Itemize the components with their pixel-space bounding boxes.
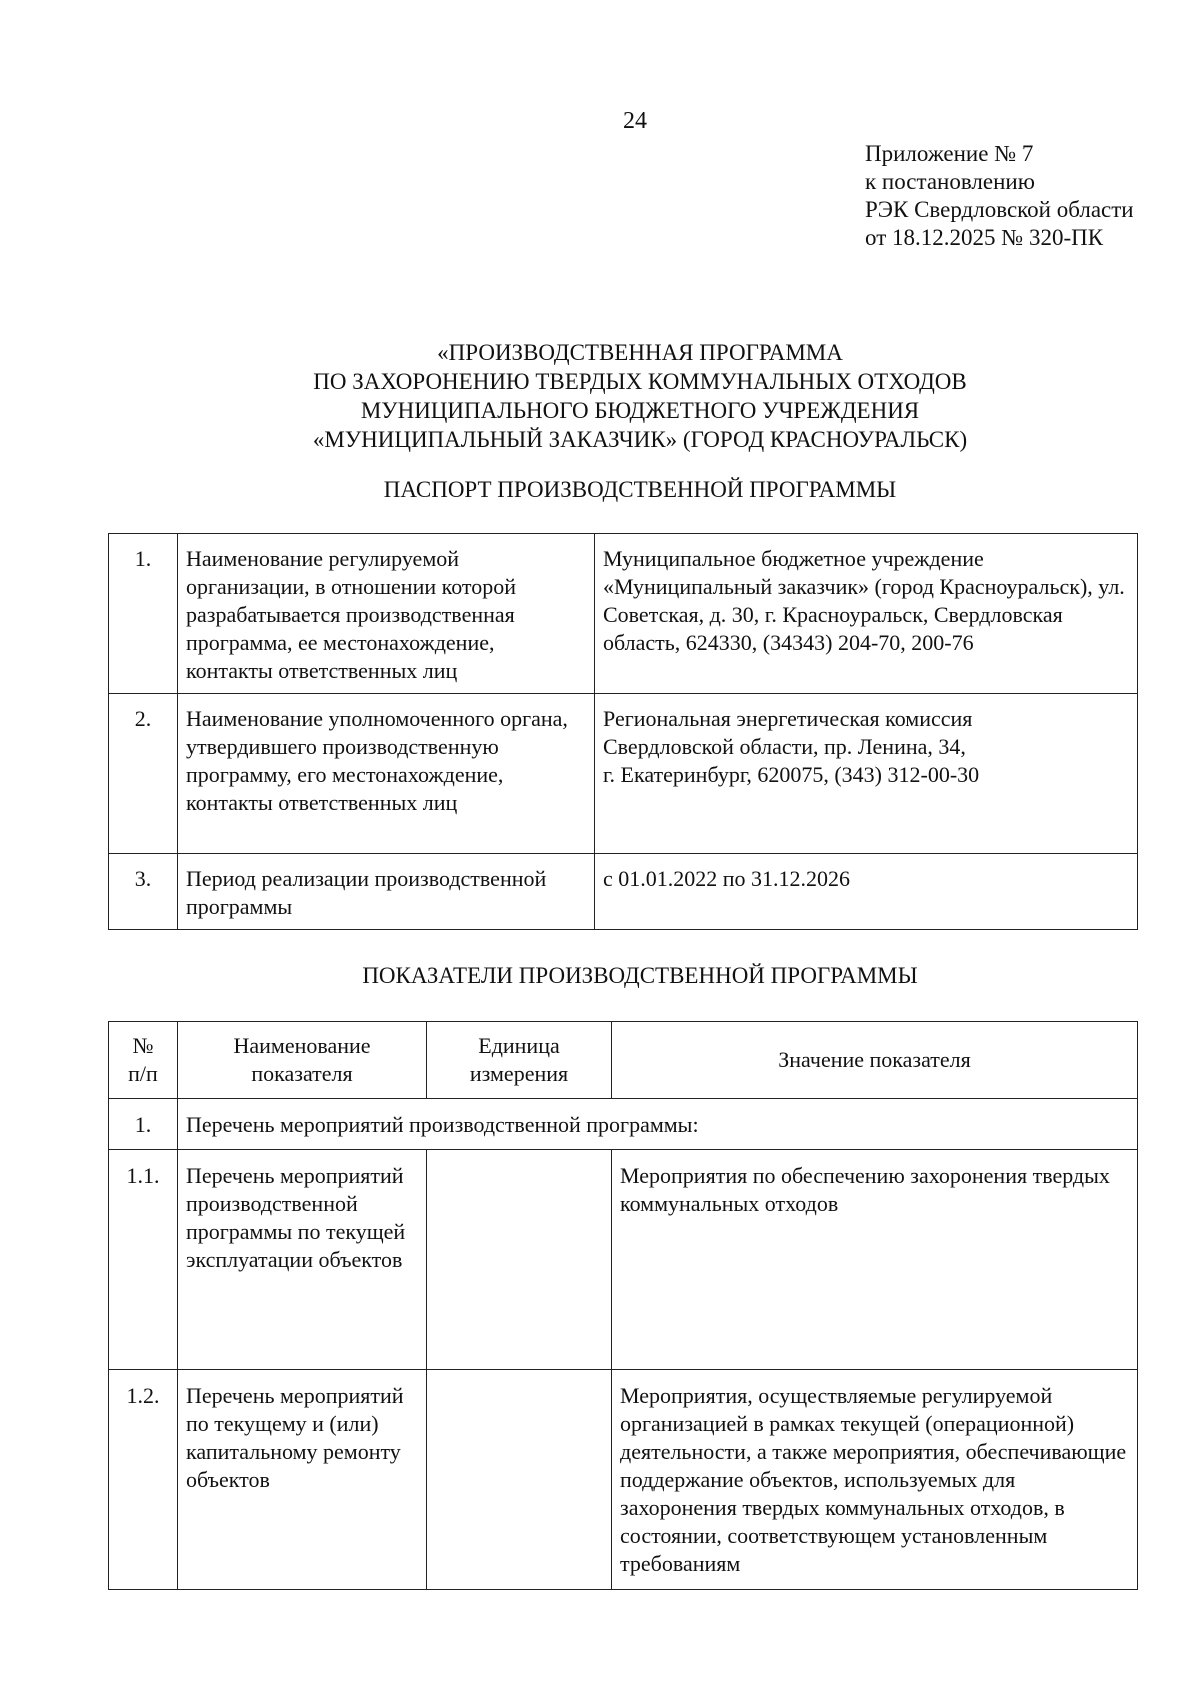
- row-label: Период реализации производственной программы: [178, 854, 595, 930]
- value-line: Региональная энергетическая комиссия: [603, 706, 973, 731]
- appendix-line: РЭК Свердловской области: [865, 197, 1134, 222]
- appendix-line: от 18.12.2025 № 320-ПК: [865, 225, 1104, 250]
- row-number: 1.: [109, 1099, 178, 1150]
- header-line: Единица: [478, 1033, 560, 1058]
- title-line: МУНИЦИПАЛЬНОГО БЮДЖЕТНОГО УЧРЕЖДЕНИЯ: [360, 398, 920, 423]
- row-label: Наименование уполномоченного органа, утвердившего производственную программу, его местонахождение, контакты ответственных лиц: [178, 694, 595, 854]
- header-line: п/п: [128, 1061, 158, 1086]
- header-line: показателя: [251, 1061, 353, 1086]
- value-line: Свердловской области, пр. Ленина, 34,: [603, 734, 966, 759]
- indicator-unit: [427, 1150, 612, 1370]
- indicator-value: Мероприятия, осуществляемые регулируемой организацией в рамках текущей (операционной) деятельности, а также мероприятия, обеспечивающие поддержание объектов, используемых для захоронения твердых коммунальных отходов, в состоянии, соответствующем установленным требованиям: [612, 1370, 1138, 1590]
- document-title: [0, 338, 1200, 454]
- row-number: 3.: [109, 854, 178, 930]
- row-number: 2.: [109, 694, 178, 854]
- table-row: [109, 854, 1138, 930]
- header-line: №: [132, 1033, 154, 1058]
- row-value: с 01.01.2022 по 31.12.2026: [595, 854, 1138, 930]
- column-header-number: [109, 1022, 178, 1099]
- indicators-heading: ПОКАЗАТЕЛИ ПРОИЗВОДСТВЕННОЙ ПРОГРАММЫ: [362, 963, 918, 988]
- table-row: [109, 694, 1138, 854]
- indicator-unit: [427, 1370, 612, 1590]
- header-line: Наименование: [233, 1033, 371, 1058]
- row-number: 1.1.: [109, 1150, 178, 1370]
- page-number: 24: [623, 108, 647, 134]
- header-line: измерения: [469, 1061, 569, 1086]
- table-row: [109, 1370, 1138, 1590]
- passport-table: [108, 533, 1138, 930]
- appendix-reference: [865, 140, 1134, 252]
- column-header-value: Значение показателя: [612, 1022, 1138, 1099]
- title-line: ПО ЗАХОРОНЕНИЮ ТВЕРДЫХ КОММУНАЛЬНЫХ ОТХОДОВ: [313, 369, 967, 394]
- title-line: «МУНИЦИПАЛЬНЫЙ ЗАКАЗЧИК» (ГОРОД КРАСНОУРАЛЬСК): [312, 427, 968, 452]
- table-row: [109, 1099, 1138, 1150]
- passport-heading: ПАСПОРТ ПРОИЗВОДСТВЕННОЙ ПРОГРАММЫ: [383, 477, 897, 502]
- value-line: г. Екатеринбург, 620075, (343) 312-00-30: [603, 762, 980, 787]
- section-title: Перечень мероприятий производственной программы:: [178, 1099, 1138, 1150]
- row-label: Наименование регулируемой организации, в отношении которой разрабатывается производственная программа, ее местонахождение, контакты ответственных лиц: [178, 534, 595, 694]
- row-number: 1.: [109, 534, 178, 694]
- row-value: Муниципальное бюджетное учреждение «Муниципальный заказчик» (город Красноуральск), ул. Советская, д. 30, г. Красноуральск, Свердловская область, 624330, (34343) 204-70, 200-76: [595, 534, 1138, 694]
- indicator-value: Мероприятия по обеспечению захоронения твердых коммунальных отходов: [612, 1150, 1138, 1370]
- table-row: [109, 1150, 1138, 1370]
- row-value: [595, 694, 1138, 854]
- appendix-line: к постановлению: [865, 169, 1035, 194]
- table-header-row: [109, 1022, 1138, 1099]
- column-header-name: [178, 1022, 427, 1099]
- indicator-name: Перечень мероприятий по текущему и (или) капитальному ремонту объектов: [178, 1370, 427, 1590]
- table-row: [109, 534, 1138, 694]
- row-number: 1.2.: [109, 1370, 178, 1590]
- appendix-line: Приложение № 7: [865, 141, 1034, 166]
- column-header-unit: [427, 1022, 612, 1099]
- indicator-name: Перечень мероприятий производственной программы по текущей эксплуатации объектов: [178, 1150, 427, 1370]
- indicators-table: [108, 1021, 1138, 1590]
- title-line: «ПРОИЗВОДСТВЕННАЯ ПРОГРАММА: [437, 340, 843, 365]
